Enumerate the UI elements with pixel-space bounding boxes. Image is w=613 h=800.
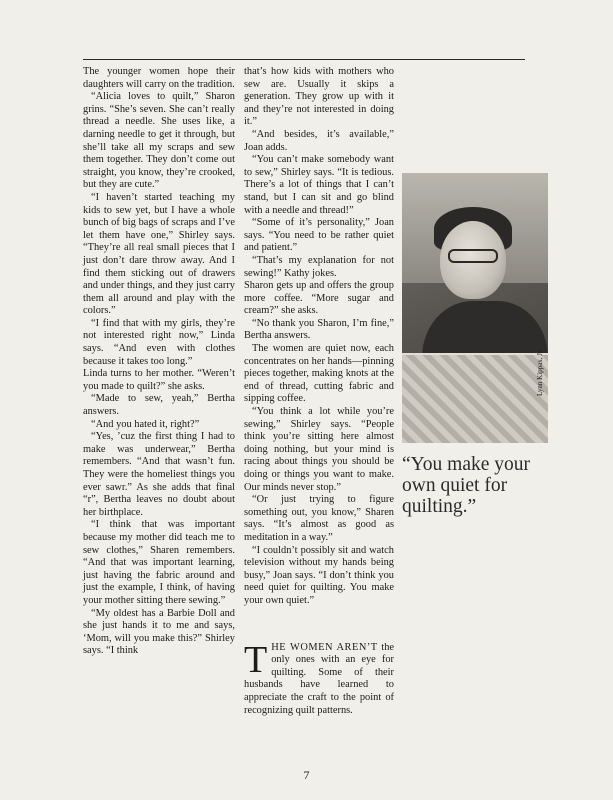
paragraph: “Made to sew, yeah,” Bertha answers. <box>83 393 235 418</box>
section-opening <box>244 638 395 718</box>
paragraph: that’s how kids with mothers who sew are. Usually it skips a generation. They grow up with it and they’re not interested in doing it.” <box>244 66 394 128</box>
paragraph: “Yes, ’cuz the first thing I had to make was underwear,” Bertha remembers. “And that wasn’t fun. They were the homeliest things you ever sawr.” As she adds that final “r”, Bertha leaves no doubt about her birthplace. <box>83 431 235 518</box>
page-number: 7 <box>303 768 310 782</box>
article-column-2 <box>244 66 394 717</box>
paragraph: “And besides, it’s available,” Joan adds. <box>244 128 394 153</box>
section-lead-caps: HE WOMEN AREN’T <box>271 641 378 653</box>
glasses <box>448 249 498 263</box>
section-lead-text: the only ones with an eye for quilting. Some of their husbands have learned to appreciate the craft to the point of recognizing quilt patterns. <box>244 641 395 716</box>
paragraph: “You think a lot while you’re sewing,” Shirley says. “People think you’re sitting here almost doing nothing, but your mind is racing about things you should be doing or things you want to make. Our minds never stop.” <box>244 406 394 493</box>
paragraph: “Or just trying to figure something out, you know,” Sharen says. “It’s almost as good as meditation in a way.” <box>244 494 394 543</box>
paragraph: The women are quiet now, each concentrates on her hands—pinning pieces together, making knots at the end of thread, cutting fabric and sipping coffee. <box>244 343 394 405</box>
article-column-1 <box>83 66 235 658</box>
paragraph: “No thank you Sharon, I’m fine,” Bertha answers. <box>244 317 394 342</box>
paragraph: “My oldest has a Barbie Doll and she just hands it to me and says, ‘Mom, will you make this?” Shirley says. “I think <box>83 607 235 657</box>
quilt <box>402 353 548 443</box>
paragraph: Linda turns to her mother. “Weren’t you made to quilt?” she asks. <box>83 368 235 392</box>
pull-quote: “You make your own quiet for quilting.” <box>402 454 531 517</box>
paragraph: “You can’t make somebody want to sew,” Shirley says. “It is tedious. There’s a lot of things that I can’t stand, but I can sit and go blind with a needle and thread!” <box>244 154 394 216</box>
top-rule <box>83 59 525 60</box>
paragraph: “Some of it’s personality,” Joan says. “You need to be rather quiet and patient.” <box>244 217 394 254</box>
photo-credit: Lynn Kippax, Jr. <box>536 349 544 396</box>
paragraph: Sharon gets up and offers the group more coffee. “More sugar and cream?” she asks. <box>244 280 394 317</box>
paragraph: “And you hated it, right?” <box>91 418 200 430</box>
drop-cap: T <box>244 638 268 681</box>
paragraph: “Alicia loves to quilt,” Sharon grins. “She’s seven. She can’t really thread a needle. She uses like, a darning needle to get it through, but she’ll take all my scraps and sew them together. They don’t come out straight, you know, they’re crooked, but they are cute.” <box>83 91 235 191</box>
paragraph: “I think that was important because my mother did teach me to sew clothes,” Sharen remembers. “And that was important learning, just having the fabric around and just the example, I think, of having your mother sitting there sewing.” <box>83 519 235 606</box>
paragraph: “I couldn’t possibly sit and watch television without my hands being busy,” Joan says. “I don’t think you need quiet for quilting. You make your own quiet.” <box>244 544 394 606</box>
paragraph: “I haven’t started teaching my kids to sew yet, but I have a whole bunch of big bags of scraps and I’ve let them have one,” Shirley says. “They’re all real small pieces that I just don’t dare throw away. And I find them sticking out of drawers and under things, and they just carry them all around and play with the colors.” <box>83 191 235 317</box>
paragraph: “That’s my explanation for not sewing!” Kathy jokes. <box>244 254 394 279</box>
paragraph: The younger women hope their daughters will carry on the tradition. <box>83 66 235 90</box>
paragraph: “I find that with my girls, they’re not interested right now,” Linda says. “And even with clothes because it takes too long.” <box>83 317 235 367</box>
portrait-photo <box>402 173 548 443</box>
